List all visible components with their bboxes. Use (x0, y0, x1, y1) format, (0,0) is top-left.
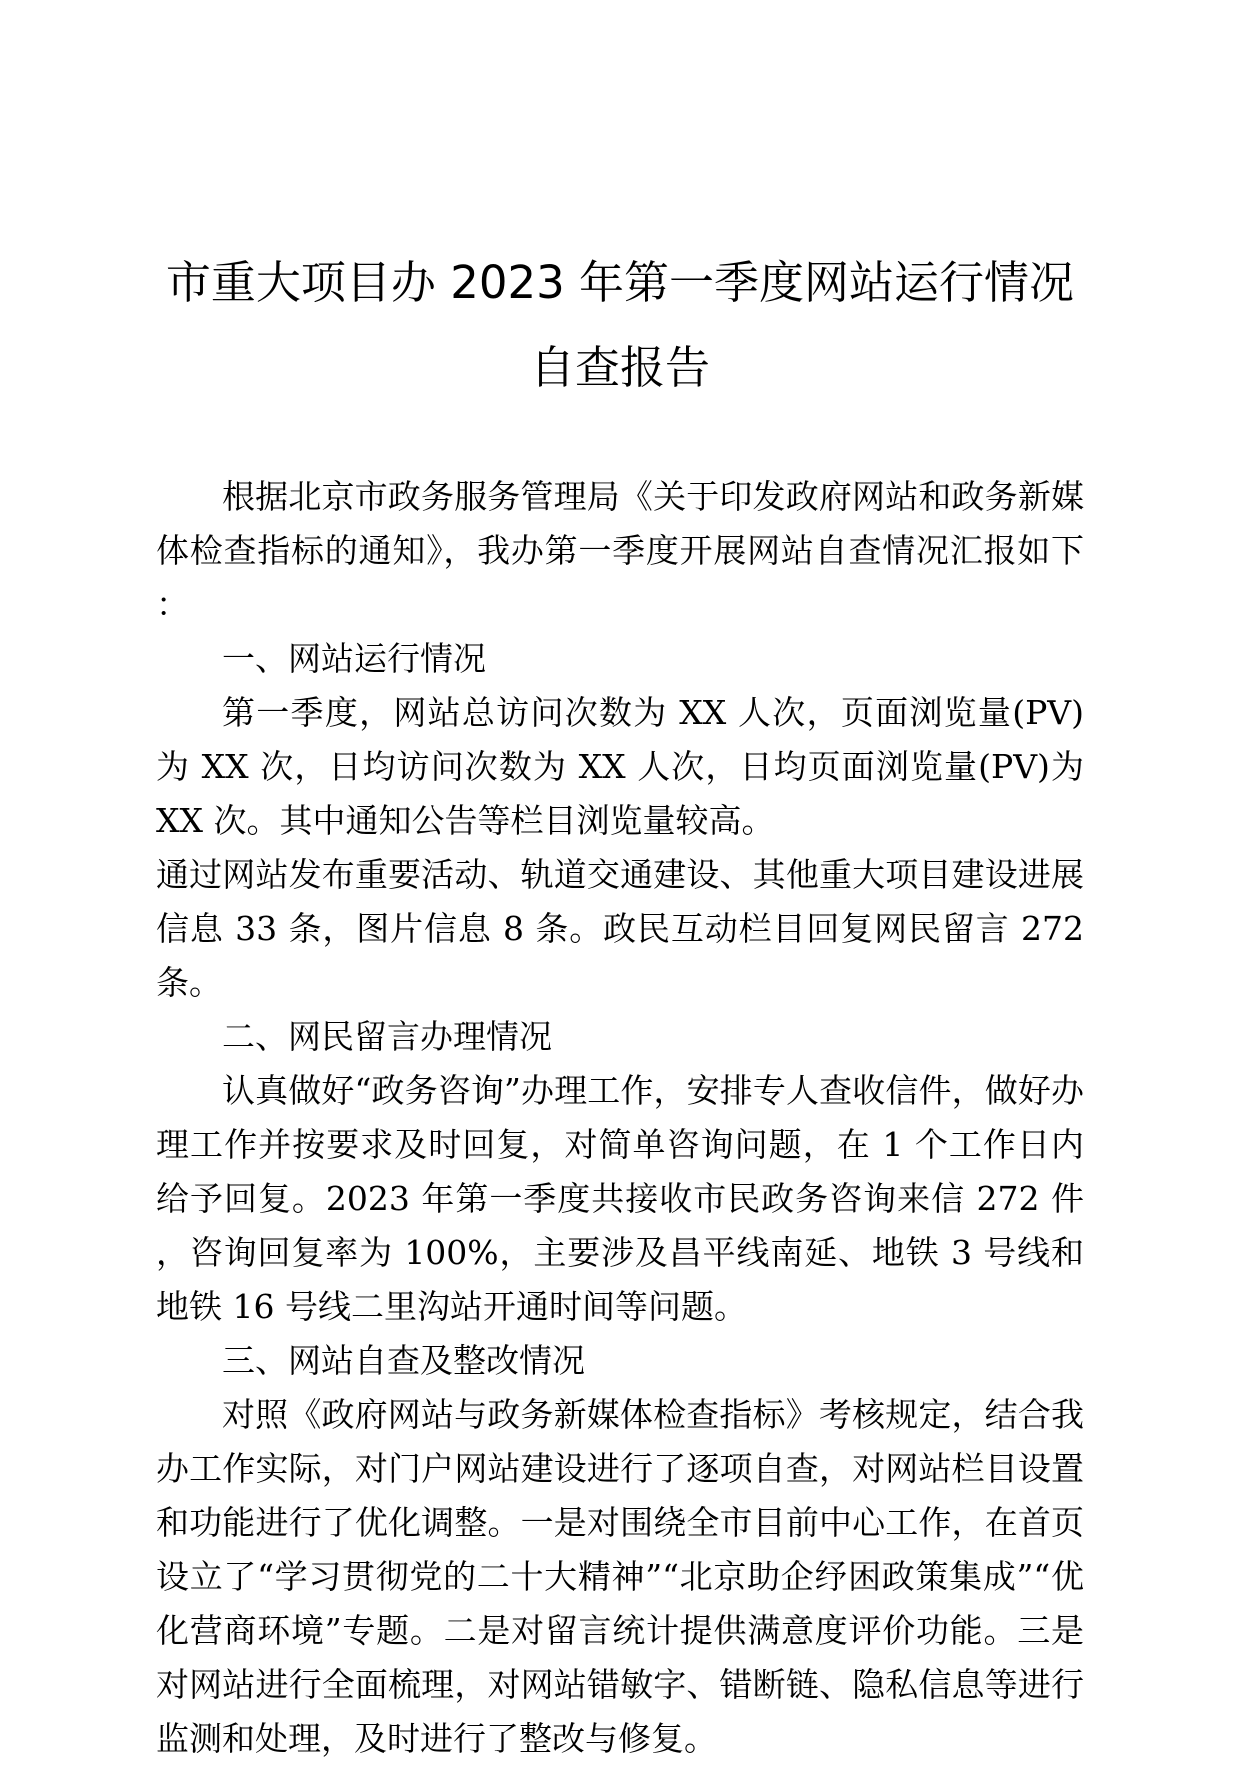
section-2-heading: 二、网民留言办理情况 (222, 1017, 552, 1056)
section-3-paragraph: 对照《政府网站与政务新媒体检查指标》考核规定，结合我办工作实际，对门户网站建设进行了逐项自查，对网站栏目设置和功能进行了优化调整。一是对围绕全市目前中心工作，在首页设立了“学习贯彻党的二十大精神”“北京助企纾困政策集成”“优化营商环境”专题。二是对留言统计提供满意度评价功能。三是对网站进行全面梳理，对网站错敏字、错断链、隐私信息等进行监测和处理，及时进行了整改与修复。 (156, 1395, 1084, 1758)
section-1-paragraph-1: 第一季度，网站总访问次数为 XX 人次，页面浏览量(PV)为 XX 次，日均访问次数为 XX 人次，日均页面浏览量(PV)为 XX 次。其中通知公告等栏目浏览量较高。 (156, 693, 1084, 840)
intro-paragraph: 根据北京市政务服务管理局《关于印发政府网站和政务新媒体检查指标的通知》，我办第一季度开展网站自查情况汇报如下： (156, 477, 1084, 624)
document-body (156, 470, 1084, 1766)
title-line-1: 市重大项目办 2023 年第一季度网站运行情况 (165, 256, 1075, 309)
section-1-heading: 一、网站运行情况 (222, 639, 486, 678)
title-line-2: 自查报告 (529, 341, 710, 394)
section-2-paragraph: 认真做好“政务咨询”办理工作，安排专人查收信件，做好办理工作并按要求及时回复，对简单咨询问题，在 1 个工作日内给予回复。2023 年第一季度共接收市民政务咨询来信 272 件，咨询回复率为 100%，主要涉及昌平线南延、地铁 3 号线和地铁 16 号线二里沟站开通时间等问题。 (156, 1071, 1084, 1326)
document-title (0, 258, 1240, 393)
section-3-heading: 三、网站自查及整改情况 (222, 1341, 585, 1380)
section-1-paragraph-2: 通过网站发布重要活动、轨道交通建设、其他重大项目建设进展信息 33 条，图片信息 8 条。政民互动栏目回复网民留言 272 条。 (156, 855, 1084, 1002)
